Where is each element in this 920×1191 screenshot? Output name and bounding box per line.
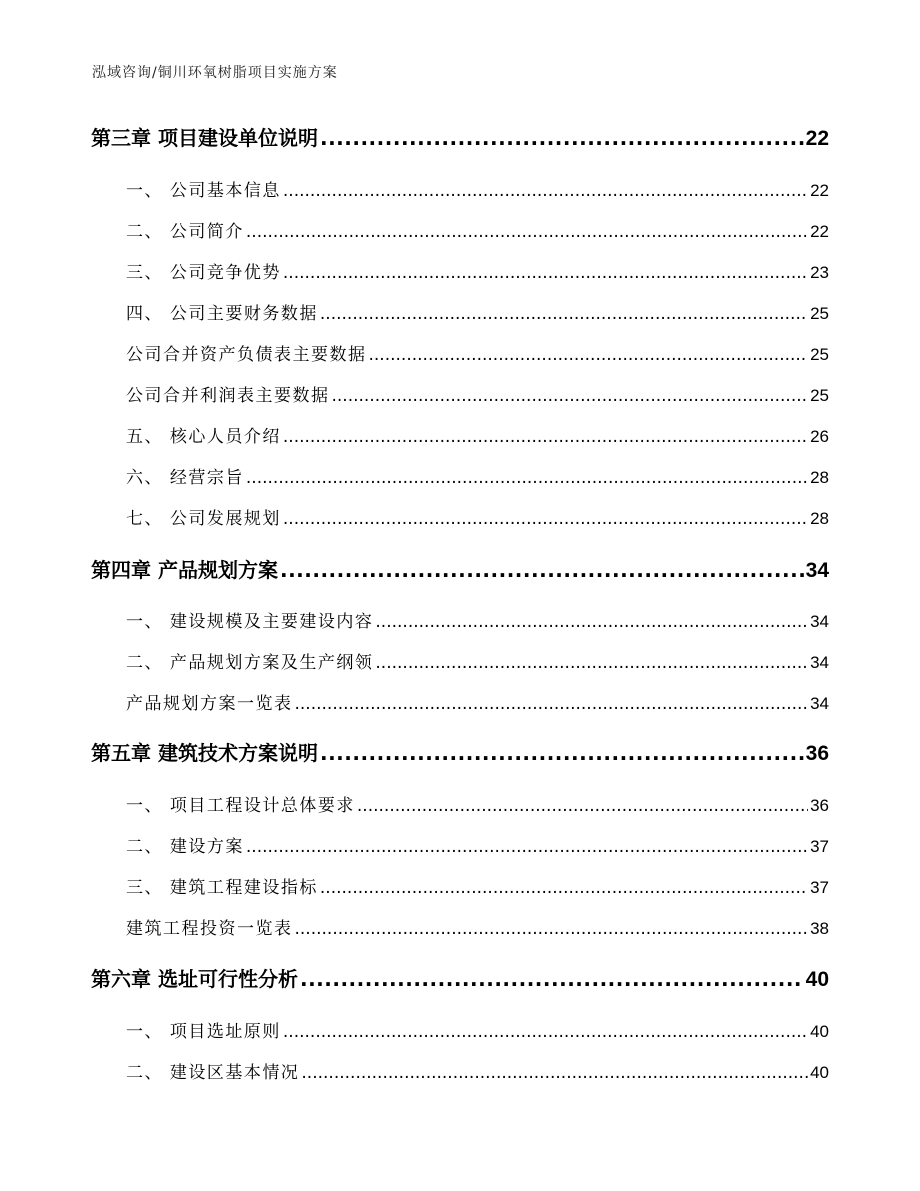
toc-page-number: 28 xyxy=(810,509,829,528)
toc-entry-title: 第四章 产品规划方案 xyxy=(91,558,278,582)
toc-chapter-6[interactable] xyxy=(91,963,829,992)
toc-page-number: 23 xyxy=(810,263,829,282)
toc-dot-leader xyxy=(280,558,804,582)
toc-dot-leader xyxy=(369,345,809,365)
toc-chapter-4[interactable] xyxy=(91,554,829,583)
toc-page-number: 22 xyxy=(810,181,829,200)
toc-page-number: 36 xyxy=(810,796,829,815)
toc-section-business-purpose[interactable] xyxy=(126,463,829,488)
toc-dot-leader xyxy=(320,126,804,150)
toc-dot-leader xyxy=(300,967,804,991)
toc-page-number: 25 xyxy=(810,304,829,323)
toc-entry-title: 公司合并资产负债表主要数据 xyxy=(126,345,367,365)
toc-dot-leader xyxy=(283,427,808,447)
toc-page-number: 40 xyxy=(805,968,829,991)
toc-page-number: 34 xyxy=(805,559,829,582)
toc-entry-title: 二、 建设区基本情况 xyxy=(126,1063,300,1083)
toc-dot-leader xyxy=(246,837,808,857)
toc-entry-title: 二、 公司简介 xyxy=(126,222,244,242)
toc-section-company-basic-info[interactable] xyxy=(126,176,829,201)
toc-entry-title: 一、 项目选址原则 xyxy=(126,1022,281,1042)
toc-entry-title: 一、 建设规模及主要建设内容 xyxy=(126,612,374,632)
toc-section-construction-indicators[interactable] xyxy=(126,873,829,898)
toc-entry-title: 六、 经营宗旨 xyxy=(126,468,244,488)
toc-section-construction-investment-table[interactable] xyxy=(126,914,829,939)
toc-dot-leader xyxy=(283,263,808,283)
toc-dot-leader xyxy=(283,509,808,529)
toc-section-construction-scheme[interactable] xyxy=(126,832,829,857)
toc-section-site-principles[interactable] xyxy=(126,1017,829,1042)
toc-page-number: 40 xyxy=(810,1022,829,1041)
toc-chapter-3[interactable] xyxy=(91,122,829,151)
toc-section-development-plan[interactable] xyxy=(126,504,829,529)
toc-section-product-plan[interactable] xyxy=(126,648,829,673)
toc-page-number: 22 xyxy=(805,127,829,150)
toc-entry-title: 一、 项目工程设计总体要求 xyxy=(126,796,355,816)
toc-dot-leader xyxy=(320,878,808,898)
toc-dot-leader xyxy=(283,1022,808,1042)
toc-entry-title: 一、 公司基本信息 xyxy=(126,181,281,201)
toc-page-number: 22 xyxy=(810,222,829,241)
toc-page-number: 34 xyxy=(810,694,829,713)
toc-page-number: 34 xyxy=(810,612,829,631)
toc-entry-title: 三、 公司竞争优势 xyxy=(126,263,281,283)
toc-entry-title: 建筑工程投资一览表 xyxy=(126,919,293,939)
toc-dot-leader xyxy=(375,653,808,673)
toc-dot-leader xyxy=(320,304,808,324)
toc-entry-title: 三、 建筑工程建设指标 xyxy=(126,878,318,898)
toc-entry-title: 四、 公司主要财务数据 xyxy=(126,304,318,324)
toc-dot-leader xyxy=(357,796,808,816)
toc-dot-leader xyxy=(301,1063,808,1083)
toc-page-number: 40 xyxy=(810,1063,829,1082)
toc-page-number: 36 xyxy=(805,742,829,765)
toc-entry-title: 第五章 建筑技术方案说明 xyxy=(91,741,318,765)
toc-dot-leader xyxy=(375,612,808,632)
toc-entry-title: 二、 产品规划方案及生产纲领 xyxy=(126,653,374,673)
toc-section-competitive-advantage[interactable] xyxy=(126,258,829,283)
toc-section-balance-sheet[interactable] xyxy=(126,340,829,365)
page-header: 泓域咨询/铜川环氧树脂项目实施方案 xyxy=(92,65,338,81)
toc-entry-title: 公司合并利润表主要数据 xyxy=(126,386,330,406)
toc-dot-leader xyxy=(295,919,809,939)
toc-section-financial-data[interactable] xyxy=(126,299,829,324)
toc-page-number: 38 xyxy=(810,919,829,938)
toc-entry-title: 第六章 选址可行性分析 xyxy=(91,967,298,991)
toc-section-product-plan-table[interactable] xyxy=(126,689,829,714)
toc-entry-title: 五、 核心人员介绍 xyxy=(126,427,281,447)
toc-page-number: 26 xyxy=(810,427,829,446)
toc-section-core-personnel[interactable] xyxy=(126,422,829,447)
toc-entry-title: 二、 建设方案 xyxy=(126,837,244,857)
toc-page-number: 25 xyxy=(810,386,829,405)
toc-section-income-statement[interactable] xyxy=(126,381,829,406)
toc-section-site-conditions[interactable] xyxy=(126,1058,829,1083)
toc-dot-leader xyxy=(283,181,808,201)
toc-page-number: 37 xyxy=(810,878,829,897)
toc-dot-leader xyxy=(320,741,804,765)
toc-page-number: 25 xyxy=(810,345,829,364)
toc-section-construction-scale[interactable] xyxy=(126,607,829,632)
toc-section-design-requirements[interactable] xyxy=(126,791,829,816)
toc-dot-leader xyxy=(332,386,809,406)
toc-section-company-profile[interactable] xyxy=(126,217,829,242)
toc-page-number: 37 xyxy=(810,837,829,856)
toc-entry-title: 七、 公司发展规划 xyxy=(126,509,281,529)
toc-dot-leader xyxy=(295,694,809,714)
toc-page-number: 34 xyxy=(810,653,829,672)
toc-chapter-5[interactable] xyxy=(91,737,829,766)
toc-entry-title: 第三章 项目建设单位说明 xyxy=(91,126,318,150)
toc-dot-leader xyxy=(246,468,808,488)
toc-dot-leader xyxy=(246,222,808,242)
toc-page-number: 28 xyxy=(810,468,829,487)
toc-entry-title: 产品规划方案一览表 xyxy=(126,694,293,714)
